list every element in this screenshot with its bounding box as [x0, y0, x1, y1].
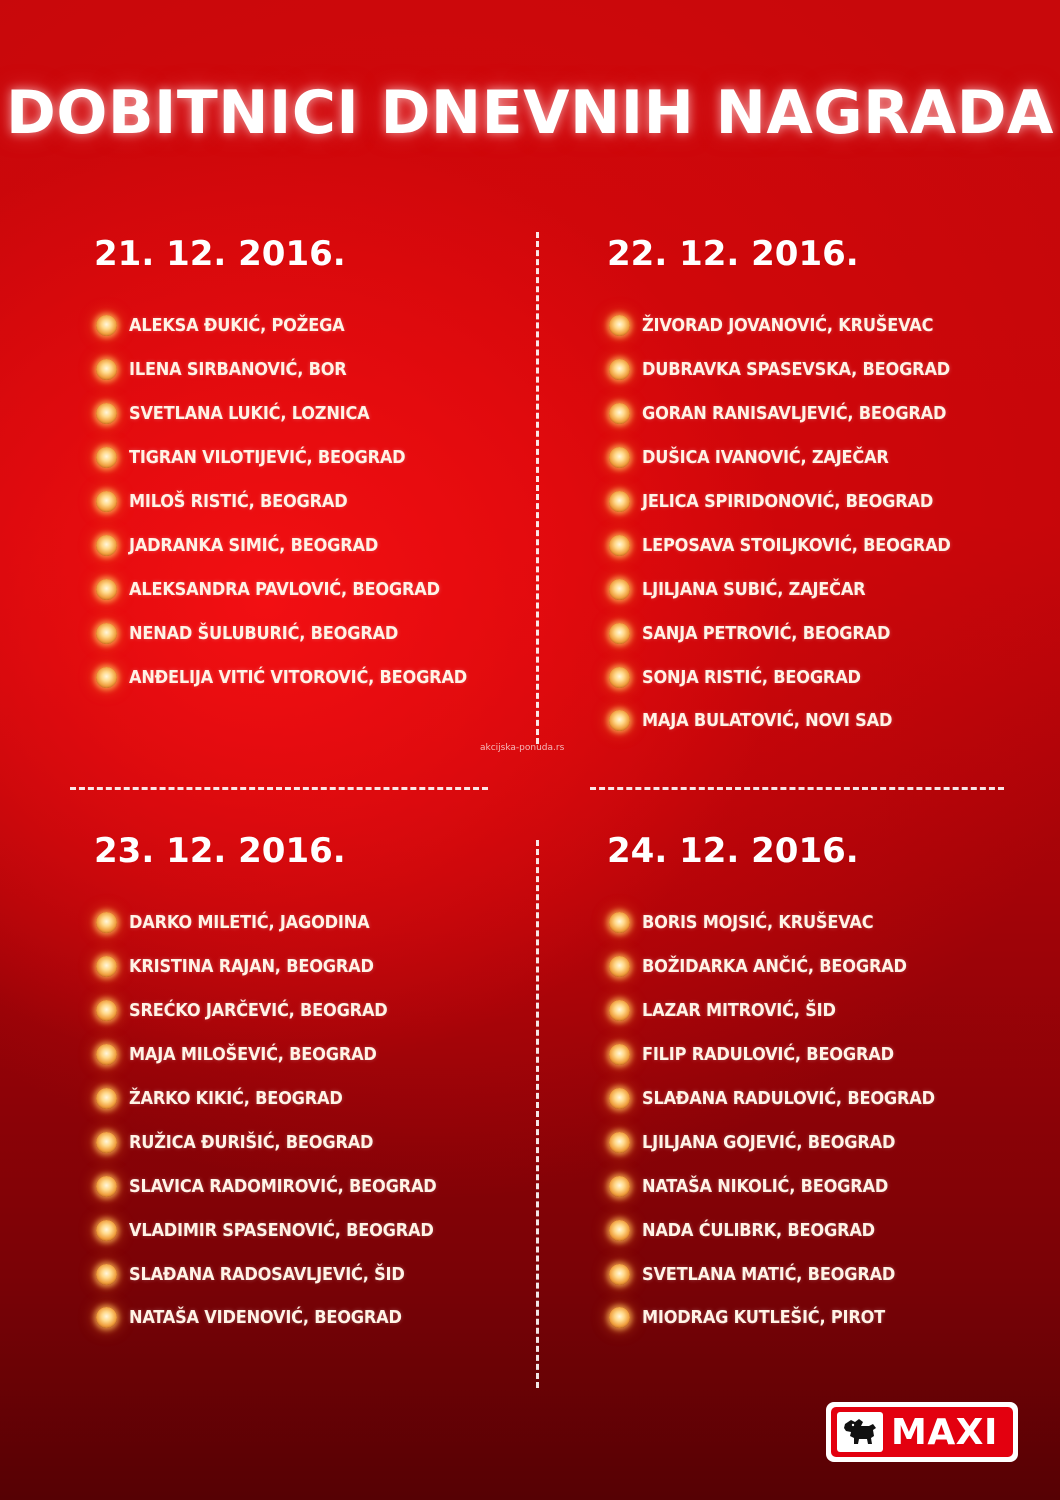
light-bulb-icon	[96, 491, 117, 512]
winner-item	[607, 304, 1047, 348]
winner-name: SLAĐANA RADOSAVLJEVIĆ, ŠID	[129, 1263, 405, 1285]
winner-name: DUBRAVKA SPASEVSKA, BEOGRAD	[642, 359, 951, 381]
light-bulb-icon	[609, 1220, 630, 1241]
light-bulb-icon	[96, 1264, 117, 1285]
winner-item	[94, 901, 534, 945]
winner-item	[607, 945, 1047, 989]
winner-name: SANJA PETROVIĆ, BEOGRAD	[642, 622, 891, 644]
winner-name: GORAN RANISAVLJEVIĆ, BEOGRAD	[642, 403, 947, 425]
winner-name: MILOŠ RISTIĆ, BEOGRAD	[129, 491, 348, 512]
light-bulb-icon	[96, 1088, 117, 1109]
winners-list	[94, 901, 534, 1340]
winner-name: MAJA BULATOVIĆ, NOVI SAD	[642, 710, 893, 732]
winner-item	[607, 699, 1047, 743]
light-bulb-icon	[609, 1044, 630, 1065]
light-bulb-icon	[96, 623, 117, 644]
winner-name: SVETLANA LUKIĆ, LOZNICA	[129, 403, 370, 425]
winner-name: ANĐELIJA VITIĆ VITOROVIĆ, BEOGRAD	[129, 666, 468, 688]
winner-name: BORIS MOJSIĆ, KRUŠEVAC	[642, 912, 874, 934]
light-bulb-icon	[609, 1307, 630, 1328]
winner-item	[607, 436, 1047, 480]
winner-item	[607, 567, 1047, 611]
winner-name: NATAŠA NIKOLIĆ, BEOGRAD	[642, 1175, 889, 1197]
winner-name: SREĆKO JARČEVIĆ, BEOGRAD	[129, 1000, 388, 1022]
winner-item	[607, 348, 1047, 392]
winner-item	[94, 392, 534, 436]
day-date: 22. 12. 2016.	[607, 234, 859, 274]
winner-item	[607, 901, 1047, 945]
light-bulb-icon	[609, 667, 630, 688]
light-bulb-icon	[96, 315, 117, 336]
vertical-divider-top	[536, 232, 539, 744]
lion-icon	[837, 1412, 883, 1452]
light-bulb-icon	[96, 359, 117, 380]
day-panel	[94, 230, 534, 699]
maxi-logo	[826, 1402, 1018, 1462]
winner-name: ALEKSA ĐUKIĆ, POŽEGA	[129, 315, 345, 337]
day-date: 23. 12. 2016.	[94, 831, 346, 871]
winner-item	[94, 480, 534, 524]
winner-item	[94, 1033, 534, 1077]
winner-item	[94, 611, 534, 655]
winner-item	[607, 480, 1047, 524]
winner-item	[607, 1120, 1047, 1164]
light-bulb-icon	[609, 359, 630, 380]
light-bulb-icon	[609, 912, 630, 933]
winner-item	[94, 989, 534, 1033]
winner-name: NADA ĆULIBRK, BEOGRAD	[642, 1219, 875, 1241]
winner-name: LAZAR MITROVIĆ, ŠID	[642, 1000, 836, 1022]
light-bulb-icon	[96, 1220, 117, 1241]
horizontal-divider-right	[590, 787, 1004, 790]
winner-item	[607, 611, 1047, 655]
winners-list	[607, 901, 1047, 1340]
light-bulb-icon	[96, 1307, 117, 1328]
logo-badge	[831, 1407, 1013, 1457]
light-bulb-icon	[96, 912, 117, 933]
winner-item	[607, 1164, 1047, 1208]
winner-item	[94, 436, 534, 480]
light-bulb-icon	[609, 315, 630, 336]
winner-name: VLADIMIR SPASENOVIĆ, BEOGRAD	[129, 1219, 434, 1241]
light-bulb-icon	[96, 667, 117, 688]
light-bulb-icon	[96, 1044, 117, 1065]
light-bulb-icon	[96, 1176, 117, 1197]
logo-text: MAXI	[891, 1411, 998, 1453]
winner-name: SLAĐANA RADULOVIĆ, BEOGRAD	[642, 1088, 935, 1109]
winner-name: ŽIVORAD JOVANOVIĆ, KRUŠEVAC	[642, 315, 934, 337]
winner-item	[607, 655, 1047, 699]
winner-item	[94, 655, 534, 699]
winner-name: TIGRAN VILOTIJEVIĆ, BEOGRAD	[129, 447, 406, 469]
winner-item	[607, 1296, 1047, 1340]
vertical-divider-bottom	[536, 840, 539, 1388]
horizontal-divider-left	[70, 787, 488, 790]
light-bulb-icon	[609, 447, 630, 468]
light-bulb-icon	[96, 956, 117, 977]
winner-name: NENAD ŠULUBURIĆ, BEOGRAD	[129, 622, 399, 644]
light-bulb-icon	[609, 1264, 630, 1285]
light-bulb-icon	[609, 710, 630, 731]
winner-name: RUŽICA ĐURIŠIĆ, BEOGRAD	[129, 1131, 374, 1153]
winners-list	[607, 304, 1047, 743]
light-bulb-icon	[96, 447, 117, 468]
light-bulb-icon	[609, 623, 630, 644]
winner-name: KRISTINA RAJAN, BEOGRAD	[129, 956, 374, 978]
winner-name: LJILJANA SUBIĆ, ZAJEČAR	[642, 578, 866, 600]
winner-item	[607, 989, 1047, 1033]
winner-name: DARKO MILETIĆ, JAGODINA	[129, 912, 370, 934]
winner-name: SVETLANA MATIĆ, BEOGRAD	[642, 1263, 896, 1285]
winner-name: LEPOSAVA STOILJKOVIĆ, BEOGRAD	[642, 534, 951, 556]
winner-item	[94, 523, 534, 567]
winner-name: LJILJANA GOJEVIĆ, BEOGRAD	[642, 1131, 896, 1153]
light-bulb-icon	[96, 579, 117, 600]
winner-item	[607, 1077, 1047, 1121]
light-bulb-icon	[609, 403, 630, 424]
winner-item	[94, 348, 534, 392]
winner-name: ŽARKO KIKIĆ, BEOGRAD	[129, 1088, 343, 1109]
light-bulb-icon	[96, 535, 117, 556]
light-bulb-icon	[96, 403, 117, 424]
light-bulb-icon	[609, 1088, 630, 1109]
winner-item	[94, 1164, 534, 1208]
winner-name: JADRANKA SIMIĆ, BEOGRAD	[129, 534, 379, 556]
winner-name: SLAVICA RADOMIROVIĆ, BEOGRAD	[129, 1175, 437, 1197]
winner-item	[607, 1252, 1047, 1296]
winner-name: SONJA RISTIĆ, BEOGRAD	[642, 666, 861, 688]
winner-item	[94, 1252, 534, 1296]
light-bulb-icon	[609, 579, 630, 600]
winner-item	[607, 523, 1047, 567]
light-bulb-icon	[96, 1132, 117, 1153]
winner-name: MIODRAG KUTLEŠIĆ, PIROT	[642, 1307, 886, 1329]
winner-name: ILENA SIRBANOVIĆ, BOR	[129, 359, 347, 381]
day-panel	[607, 827, 1047, 1340]
day-date: 21. 12. 2016.	[94, 234, 346, 274]
winner-item	[607, 1208, 1047, 1252]
light-bulb-icon	[609, 1132, 630, 1153]
winner-name: ALEKSANDRA PAVLOVIĆ, BEOGRAD	[129, 578, 440, 600]
winner-item	[94, 945, 534, 989]
winner-item	[94, 567, 534, 611]
winner-item	[94, 304, 534, 348]
light-bulb-icon	[609, 491, 630, 512]
winner-item	[94, 1296, 534, 1340]
winner-name: DUŠICA IVANOVIĆ, ZAJEČAR	[642, 447, 889, 469]
light-bulb-icon	[609, 1176, 630, 1197]
winner-item	[94, 1208, 534, 1252]
day-panel	[94, 827, 534, 1340]
winner-name: FILIP RADULOVIĆ, BEOGRAD	[642, 1044, 894, 1066]
winner-item	[94, 1120, 534, 1164]
winners-list	[94, 304, 534, 699]
light-bulb-icon	[96, 1000, 117, 1021]
light-bulb-icon	[609, 956, 630, 977]
page-title: DOBITNICI DNEVNIH NAGRADA	[6, 78, 1054, 148]
winner-item	[607, 392, 1047, 436]
light-bulb-icon	[609, 1000, 630, 1021]
winner-name: MAJA MILOŠEVIĆ, BEOGRAD	[129, 1044, 377, 1066]
winner-name: NATAŠA VIDENOVIĆ, BEOGRAD	[129, 1307, 402, 1329]
watermark: akcijska-ponuda.rs	[480, 743, 565, 753]
day-date: 24. 12. 2016.	[607, 831, 859, 871]
winner-item	[607, 1033, 1047, 1077]
winner-item	[94, 1077, 534, 1121]
day-panel	[607, 230, 1047, 743]
light-bulb-icon	[609, 535, 630, 556]
winner-name: BOŽIDARKA ANČIĆ, BEOGRAD	[642, 956, 907, 978]
winner-name: JELICA SPIRIDONOVIĆ, BEOGRAD	[642, 491, 934, 512]
